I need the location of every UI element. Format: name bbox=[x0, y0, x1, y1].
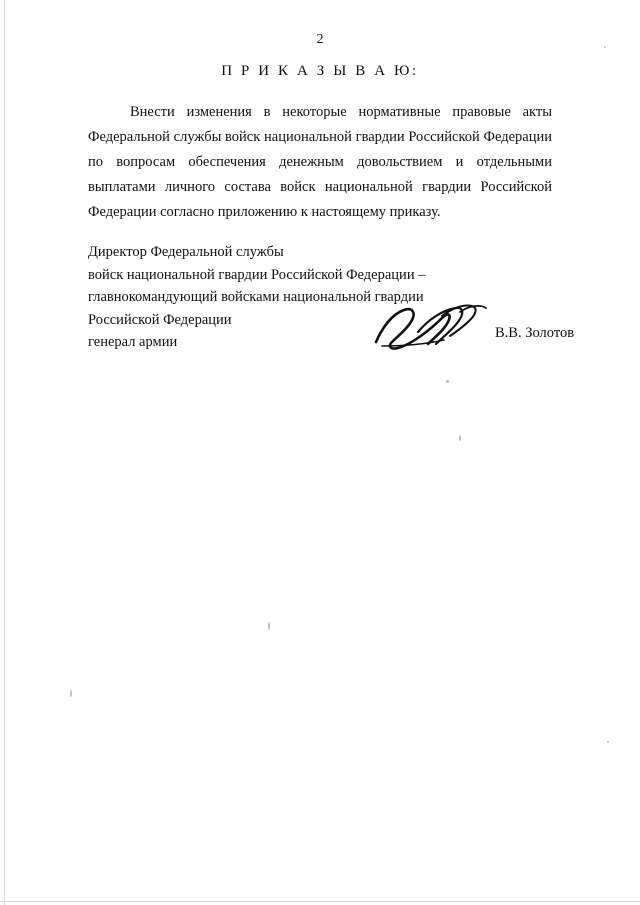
scan-edge-bottom bbox=[0, 901, 640, 902]
scan-speck bbox=[459, 435, 461, 441]
page-number: 2 bbox=[316, 32, 324, 47]
order-heading: П Р И К А З Ы В А Ю: bbox=[221, 63, 419, 79]
scan-speck bbox=[446, 380, 449, 383]
signature-line-5: генерал армии bbox=[88, 334, 178, 350]
signer-name: В.В. Золотов bbox=[495, 325, 575, 341]
handwritten-signature-icon bbox=[372, 302, 492, 354]
scan-speck bbox=[607, 741, 609, 743]
scan-edge-left bbox=[4, 0, 5, 905]
body-paragraph: Внести изменения в некоторые нормативные правовые акты Федеральной службы войск национальной гвардии Российской Федерации по вопросам обеспечения денежным довольствием и отдельными выплатами личного состава войск национальной гвардии Российской Федерации согласно приложению к настоящему приказу. bbox=[88, 104, 552, 220]
scan-speck bbox=[604, 46, 606, 48]
signature-line-1: Директор Федеральной службы bbox=[88, 244, 284, 260]
signature-line-2: войск национальной гвардии Российской Федерации – bbox=[88, 266, 426, 283]
scan-speck bbox=[70, 690, 72, 697]
signature-line-4: Российской Федерации bbox=[88, 311, 232, 328]
scan-speck bbox=[268, 622, 270, 630]
signature-line-3: главнокомандующий войсками национальной гвардии bbox=[88, 289, 424, 305]
